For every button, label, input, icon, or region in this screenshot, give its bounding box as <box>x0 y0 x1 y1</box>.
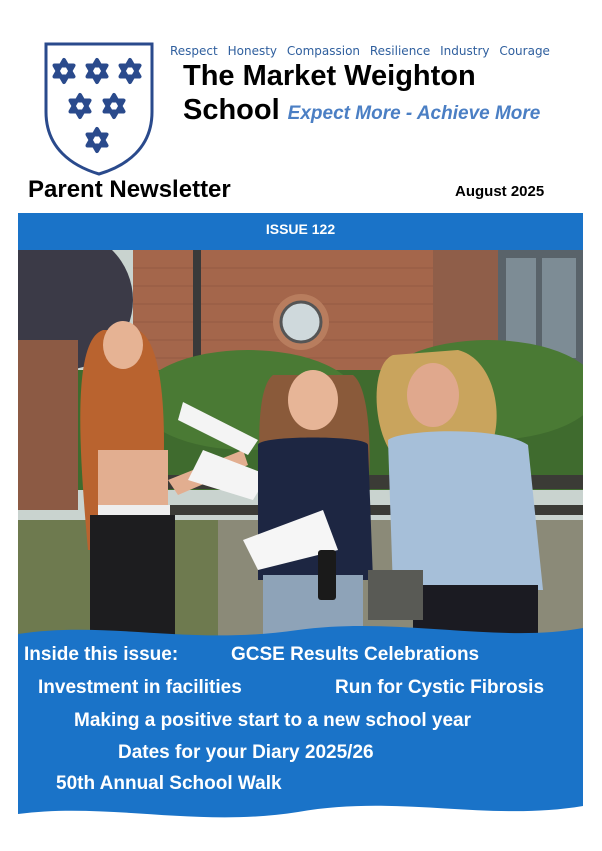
contents-item-gcse-results: GCSE Results Celebrations <box>231 644 480 665</box>
contents-item-dates-diary: Dates for your Diary 2025/26 <box>118 742 374 763</box>
school-crest-logo <box>42 40 156 178</box>
contents-item-investment: Investment in facilities <box>38 677 242 698</box>
contents-list <box>18 616 583 826</box>
school-word: School <box>183 94 280 126</box>
value-courage: Courage <box>499 44 550 58</box>
contents-item-positive-start: Making a positive start to a new school year <box>74 710 472 731</box>
contents-heading: Inside this issue: <box>24 644 179 665</box>
newsletter-date: August 2025 <box>455 183 545 200</box>
contents-item-run-cystic-fibrosis: Run for Cystic Fibrosis <box>335 677 545 698</box>
school-motto: Expect More - Achieve More <box>287 103 541 124</box>
contents-item-school-walk: 50th Annual School Walk <box>56 773 282 794</box>
value-honesty: Honesty <box>227 44 278 58</box>
school-name-line2 <box>183 94 540 127</box>
newsletter-title: Parent Newsletter <box>28 176 231 203</box>
value-respect: Respect <box>170 44 218 58</box>
issue-number: ISSUE 122 <box>265 221 336 237</box>
school-values <box>170 44 550 58</box>
school-name: The Market Weighton <box>183 60 476 92</box>
issue-bar <box>18 213 583 250</box>
value-industry: Industry <box>440 44 490 58</box>
value-compassion: Compassion <box>286 44 361 58</box>
value-resilience: Resilience <box>369 44 431 58</box>
cover-photo <box>18 250 583 636</box>
